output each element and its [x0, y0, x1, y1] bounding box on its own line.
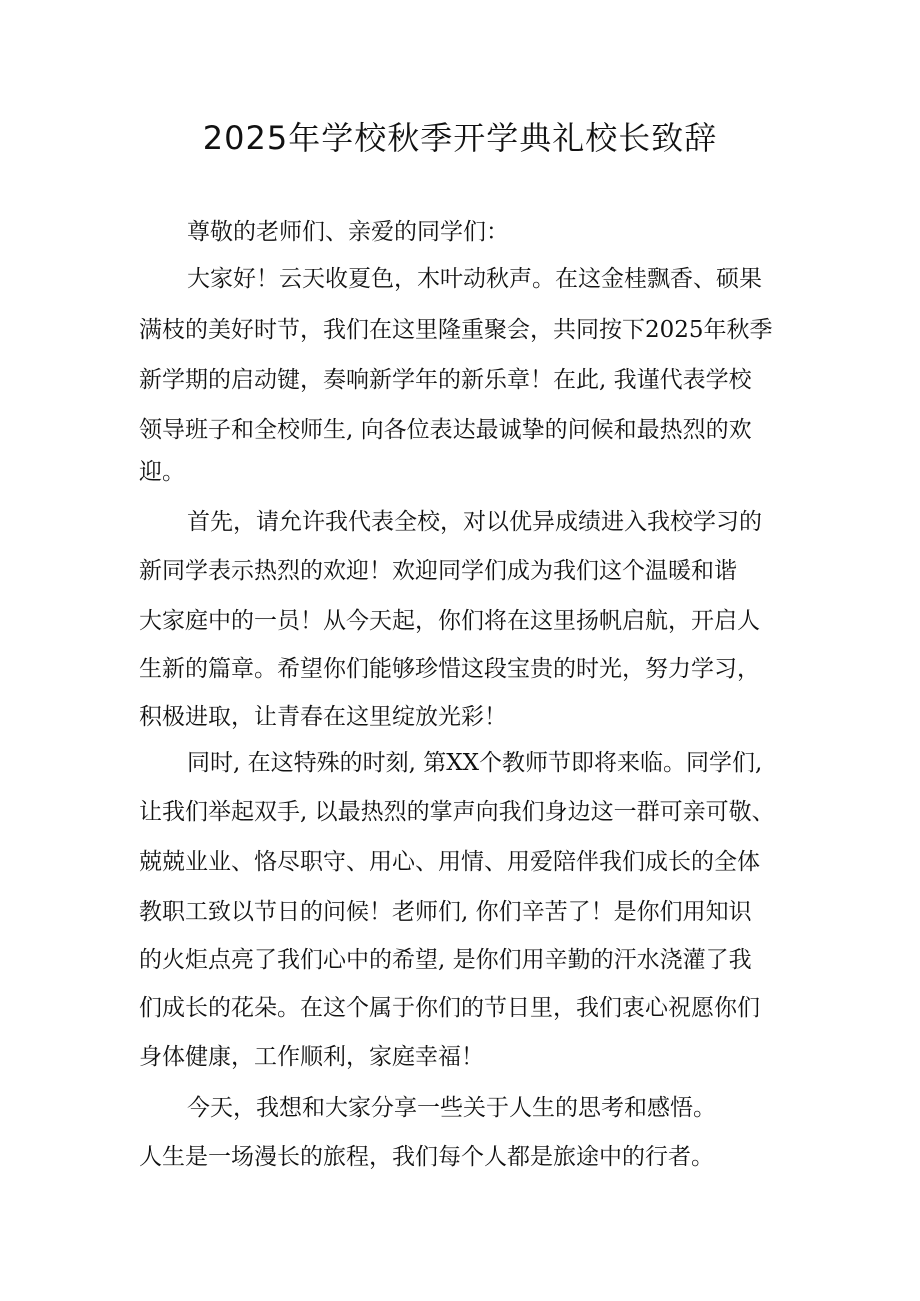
paragraph-line: 身体健康，工作顺利，家庭幸福！ — [139, 1044, 484, 1070]
paragraph-line: 新学期的启动键，奏响新学年的新乐章！在此, 我谨代表学校 — [139, 367, 752, 393]
paragraph-line: 同时, 在这特殊的时刻, 第XX个教师节即将来临。同学们, — [187, 750, 763, 776]
paragraph-line: 兢兢业业、恪尽职守、用心、用情、用爱陪伴我们成长的全体 — [139, 849, 760, 875]
paragraph-line: 今天，我想和大家分享一些关于人生的思考和感悟。 — [187, 1095, 716, 1121]
paragraph-line: 迎。 — [139, 459, 185, 485]
paragraph-line: 领导班子和全校师生, 向各位表达最诚挚的问候和最热烈的欢 — [139, 417, 752, 443]
paragraph-line: 大家庭中的一员！从今天起，你们将在这里扬帆启航，开启人 — [139, 608, 760, 634]
paragraph-line: 们成长的花朵。在这个属于你们的节日里，我们衷心祝愿你们 — [139, 995, 760, 1021]
paragraph-line: 让我们举起双手, 以最热烈的掌声向我们身边这一群可亲可敬、 — [139, 799, 775, 825]
paragraph-line: 教职工致以节日的问候！老师们, 你们辛苦了！是你们用知识 — [139, 899, 752, 925]
paragraph-line: 生新的篇章。希望你们能够珍惜这段宝贵的时光，努力学习， — [139, 656, 760, 682]
salutation-line: 尊敬的老师们、亲爱的同学们： — [187, 219, 509, 245]
paragraph-line: 人生是一场漫长的旅程，我们每个人都是旅途中的行者。 — [139, 1144, 714, 1170]
paragraph-line: 积极进取，让青春在这里绽放光彩！ — [139, 704, 507, 730]
paragraph-line: 的火炬点亮了我们心中的希望, 是你们用辛勤的汗水浇灌了我 — [139, 947, 752, 973]
document-title: 2025年学校秋季开学典礼校长致辞 — [202, 119, 718, 157]
paragraph-line: 大家好！云天收夏色，木叶动秋声。在这金桂飘香、硕果 — [187, 266, 762, 292]
paragraph-line: 新同学表示热烈的欢迎！欢迎同学们成为我们这个温暖和谐 — [139, 558, 737, 584]
paragraph-line: 满枝的美好时节，我们在这里隆重聚会，共同按下2025年秋季 — [139, 317, 773, 343]
paragraph-line: 首先，请允许我代表全校，对以优异成绩进入我校学习的 — [187, 509, 762, 535]
